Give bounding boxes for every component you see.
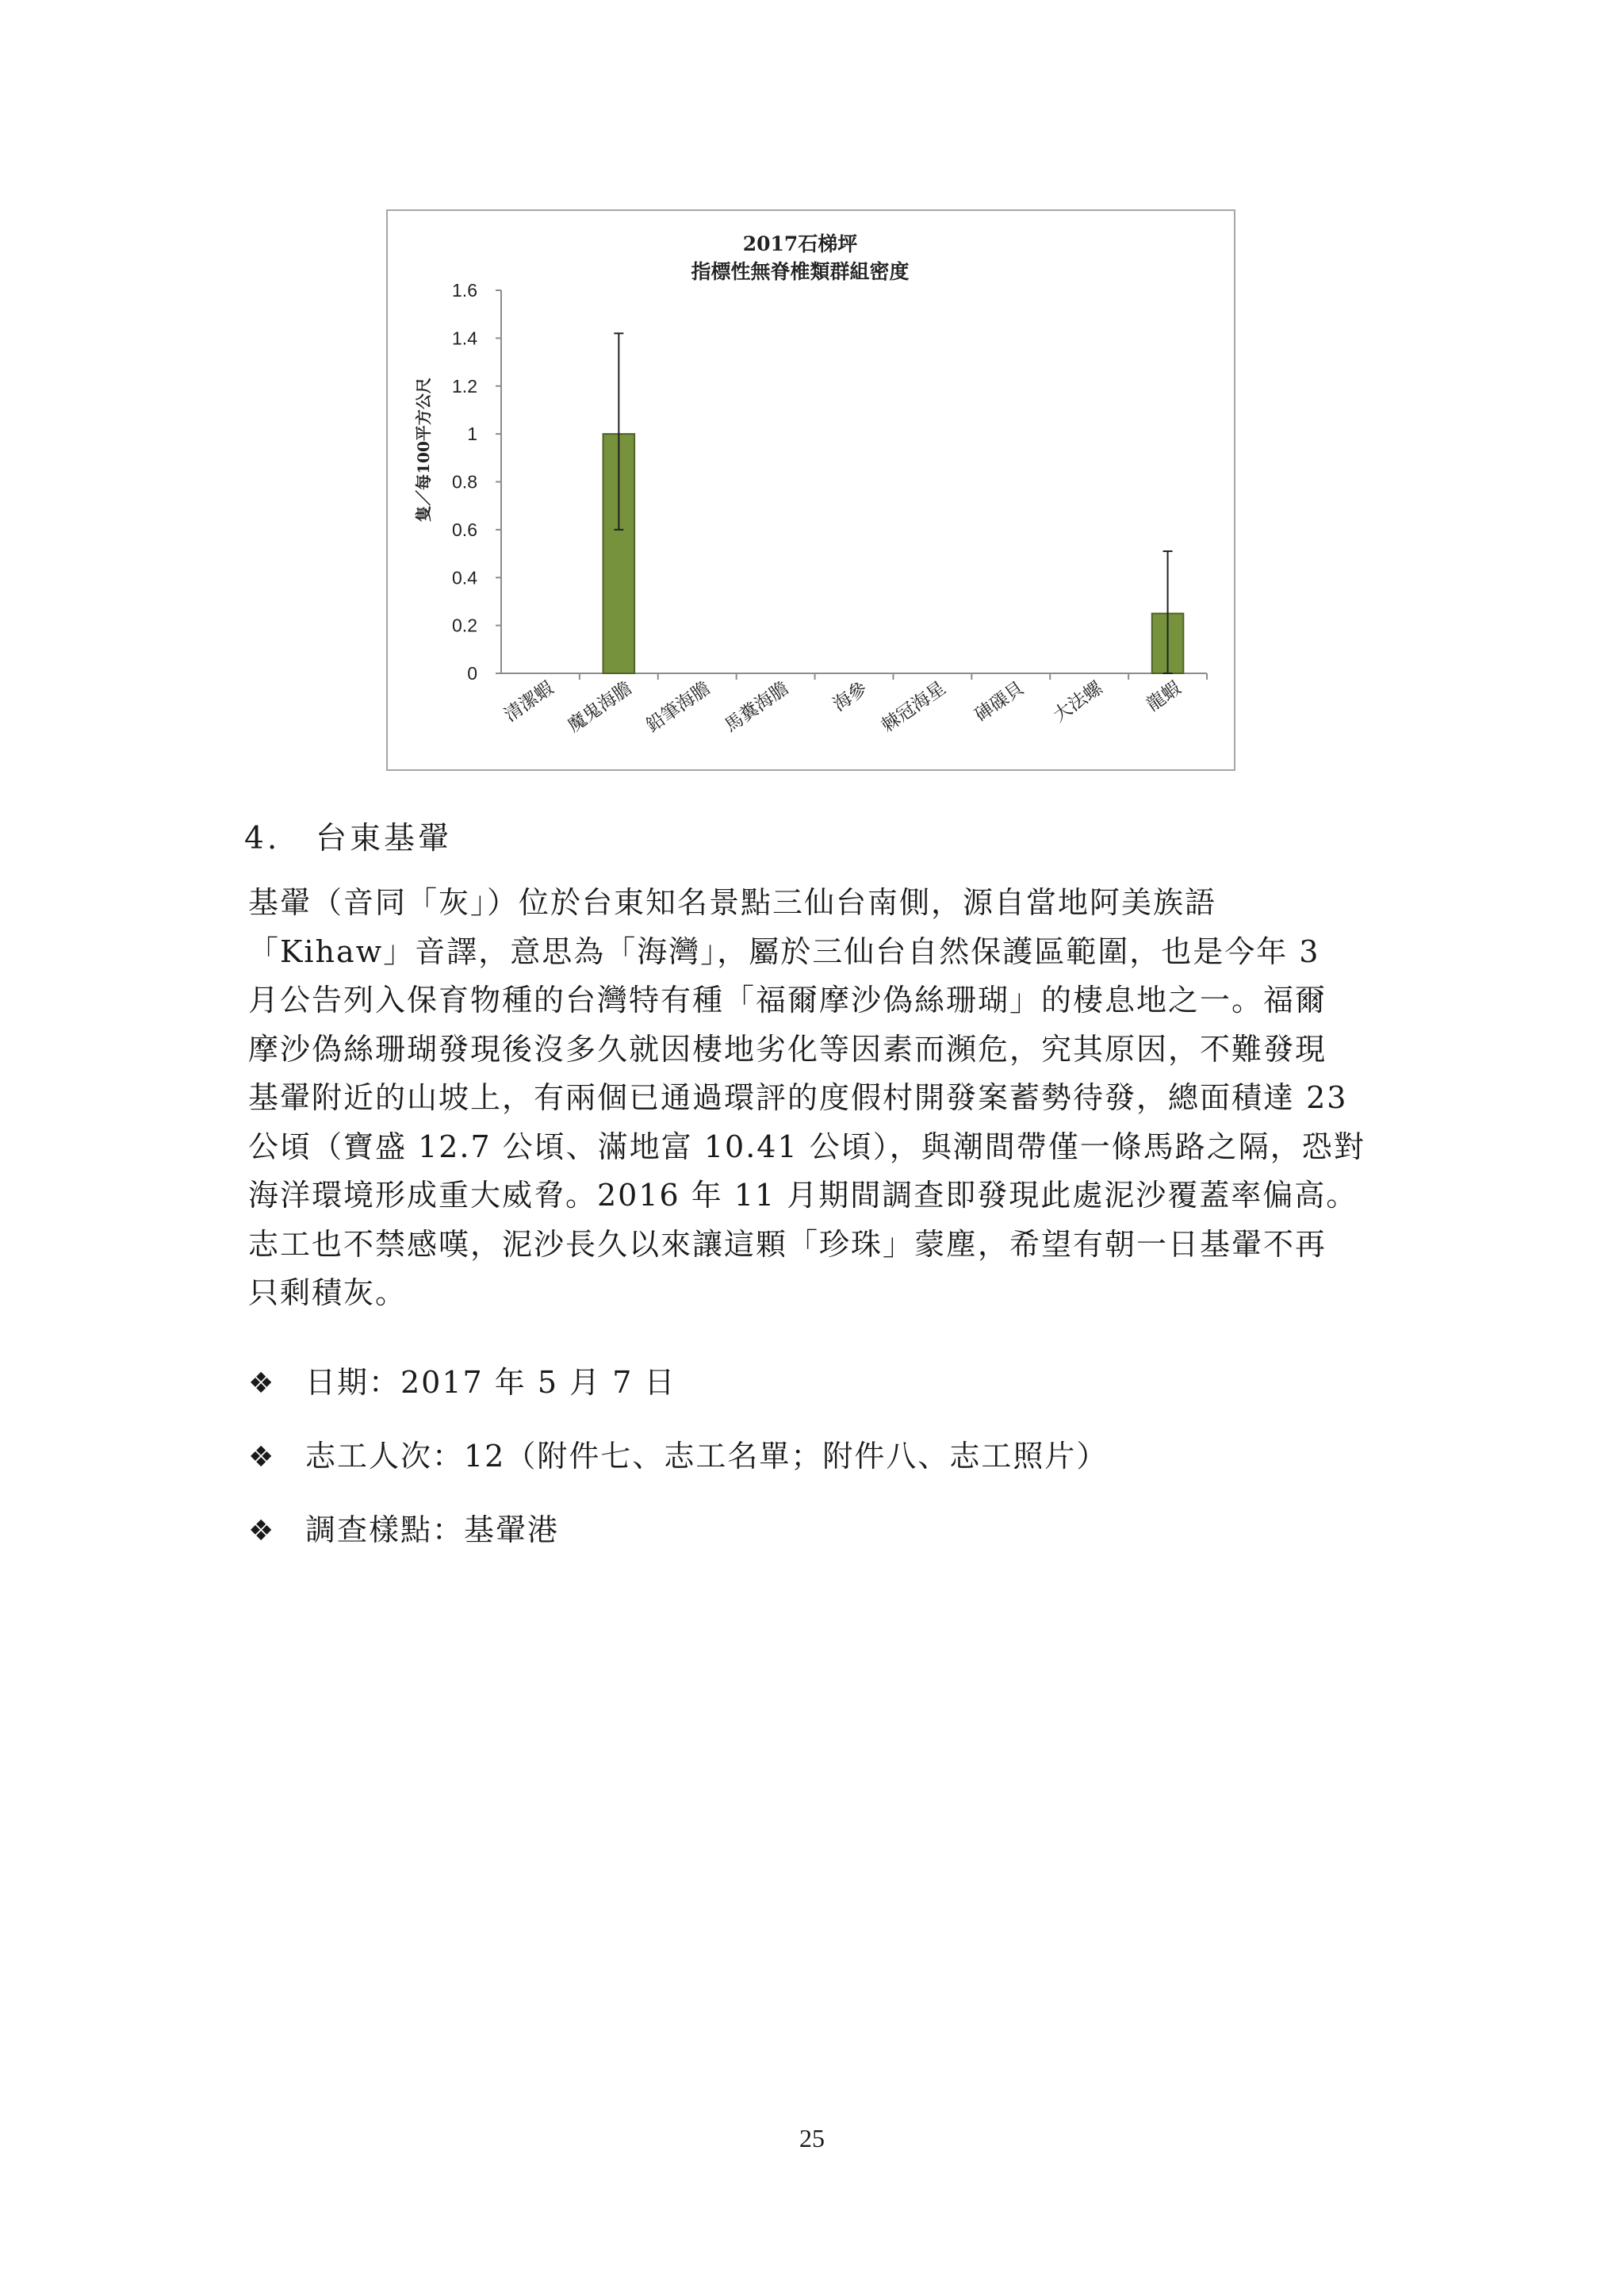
x-tick-labels (500, 673, 1207, 737)
y-tick-label: 0.6 (452, 519, 477, 540)
section-title: 台東基翬 (316, 821, 453, 857)
paragraph-line: 摩沙偽絲珊瑚發現後沒多久就因棲地劣化等因素而瀕危，究其原因，不難發現 (248, 1031, 1327, 1067)
y-tick-label: 1.4 (452, 328, 477, 349)
y-tick-label: 1 (467, 424, 477, 445)
body-paragraph (248, 879, 1374, 1318)
y-tick-labels (452, 280, 501, 684)
y-tick-label: 1.6 (452, 280, 477, 301)
x-tick-label: 棘冠海星 (878, 677, 950, 737)
section-number: 4. (244, 821, 281, 857)
x-tick-label: 硨磲貝 (971, 677, 1028, 726)
paragraph-line: 志工也不禁感嘆，泥沙長久以來讓這顆「珍珠」蒙塵，希望有朝一日基翬不再 (248, 1226, 1327, 1262)
bullet-site (248, 1505, 559, 1549)
paragraph-line: 「Kihaw」音譯，意思為「海灣」，屬於三仙台自然保護區範圍，也是今年 3 (248, 933, 1320, 969)
bullet-volunteers-text: 志工人次：12（附件七、志工名單；附件八、志工照片） (305, 1439, 1109, 1474)
bullet-date (248, 1358, 676, 1401)
x-tick-label: 清潔蝦 (500, 677, 557, 726)
paragraph-line: 基翬（音同「灰」）位於台東知名景點三仙台南側，源自當地阿美族語 (248, 885, 1217, 920)
y-tick-label: 0.8 (452, 471, 477, 493)
chart-bars (603, 333, 1184, 673)
diamond-bullet-icon: ❖ (248, 1367, 276, 1400)
bullet-volunteers (248, 1432, 1108, 1475)
page-number: 25 (799, 2124, 825, 2152)
paragraph-line: 基翬附近的山坡上，有兩個已通過環評的度假村開發案蓄勢待發，總面積達 23 (248, 1080, 1348, 1115)
y-tick-label: 0.4 (452, 567, 477, 588)
chart-subtitle: 指標性無脊椎類群組密度 (691, 260, 910, 283)
x-tick-label: 馬糞海膽 (721, 677, 793, 737)
x-tick-label: 龍蝦 (1143, 677, 1185, 716)
y-tick-label: 1.2 (452, 375, 477, 397)
y-tick-label: 0.2 (452, 615, 477, 636)
paragraph-line: 只剩積灰。 (248, 1275, 408, 1310)
paragraph-line: 月公告列入保育物種的台灣特有種「福爾摩沙偽絲珊瑚」的棲息地之一。福爾 (248, 983, 1327, 1018)
diamond-bullet-icon: ❖ (248, 1441, 276, 1474)
x-tick-label: 大法螺 (1049, 677, 1107, 726)
y-tick-label: 0 (467, 663, 477, 684)
x-tick-label: 鉛筆海膽 (642, 677, 714, 737)
paragraph-line: 公頃（寶盛 12.7 公頃、滿地富 10.41 公頃），與潮間帶僅一條馬路之隔，恐對 (248, 1129, 1365, 1164)
chart-y-axis-label: 隻／每100平方公尺 (414, 378, 433, 522)
paragraph-line: 海洋環境形成重大威脅。2016 年 11 月期間調查即發現此處泥沙覆蓋率偏高。 (248, 1178, 1358, 1213)
section-heading (244, 814, 452, 858)
chart-canvas (388, 211, 1237, 772)
chart-title: 2017石梯坪 (742, 232, 858, 255)
bar-chart (386, 209, 1235, 771)
x-tick-label: 海參 (829, 677, 871, 716)
x-tick-label: 魔鬼海膽 (564, 677, 636, 737)
diamond-bullet-icon: ❖ (248, 1515, 276, 1547)
bullet-site-text: 調查樣點：基翬港 (305, 1512, 560, 1547)
bullet-date-text: 日期：2017 年 5 月 7 日 (305, 1365, 676, 1400)
